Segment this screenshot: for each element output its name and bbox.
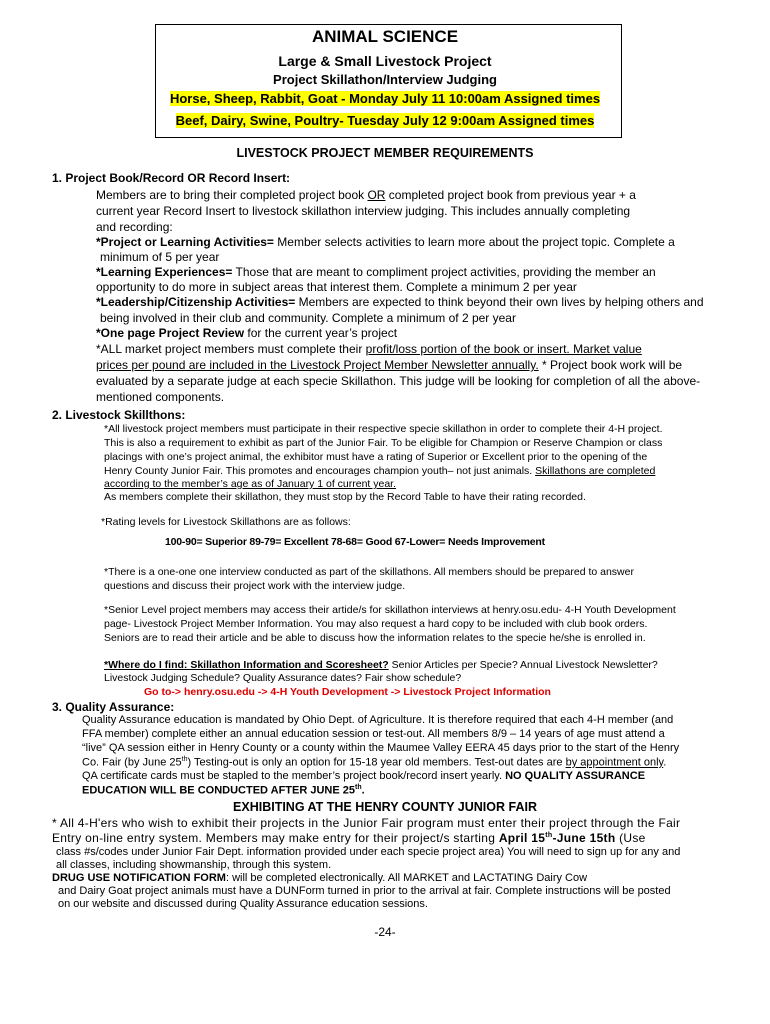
where-paragraph: *Where do I find: Skillathon Information and Scoresheet? Senior Articles per Specie? Annual Livestock Newsletter?	[104, 659, 658, 671]
section-3-heading: 3. Quality Assurance:	[52, 700, 175, 714]
fair-line: all classes, including showmanship, through this system.	[56, 859, 332, 871]
judging-title: Project Skillathon/Interview Judging	[273, 72, 497, 87]
section-1-line: current year Record Insert to livestock skillathon interview judging. This includes annually completing	[96, 204, 631, 218]
fair-heading: EXHIBITING AT THE HENRY COUNTY JUNIOR FAIR	[233, 800, 537, 814]
section-1-line: prices per pound are included in the Livestock Project Member Newsletter annually. * Project book work will be	[96, 358, 683, 372]
section-3-line: Quality Assurance education is mandated by Ohio Dept. of Agriculture. It is therefore required that each 4-H member (and	[82, 714, 674, 726]
section-3-line: FFA member) complete either an annual education session or test-out. All members 8/9 – 14 years of age must attend a	[82, 728, 665, 740]
section-2-line: As members complete their skillathon, they must stop by the Record Table to have their rating recorded.	[104, 491, 586, 503]
section-2-line: according to the member’s age as of January 1 of current year.	[104, 478, 397, 490]
section-1-line: and recording:	[96, 220, 173, 234]
section-1-line: mentioned components.	[96, 390, 225, 404]
fair-line: class #s/codes under Junior Fair Dept. information provided under each specie project area) You will need to sign up for any and	[56, 846, 681, 858]
section-2-line: This is also a requirement to exhibit as part of the Junior Fair. To be eligible for Champion or Reserve Champion or class	[104, 437, 663, 449]
senior-paragraph: *Senior Level project members may access their artide/s for skillathon interviews at henry.osu.edu- 4-H Youth Development	[104, 604, 676, 616]
section-1-line: being involved in their club and community. Complete a minimum of 2 per year	[100, 311, 516, 325]
fair-line: DRUG USE NOTIFICATION FORM: will be completed electronically. All MARKET and LACTATING Dairy Cow	[52, 872, 588, 884]
section-1-line: opportunity to do more in subject areas that interest them. Complete a minimum 2 per year	[96, 280, 577, 294]
section-3-line: “live” QA session either in Henry County or a county within the Maumee Valley EERA 45 days prior to the start of the Henry	[82, 742, 680, 754]
section-1-line: minimum of 5 per year	[100, 250, 220, 264]
page-subtitle: Large & Small Livestock Project	[278, 53, 492, 69]
rating-scale: 100-90= Superior 89-79= Excellent 78-68= Good 67-Lower= Needs Improvement	[165, 536, 545, 548]
section-1-line: *ALL market project members must complete their profit/loss portion of the book or insert. Market value	[96, 342, 642, 356]
schedule-line-1: Horse, Sheep, Rabbit, Goat - Monday July 11 10:00am Assigned times	[169, 91, 601, 106]
section-1-line: evaluated by a separate judge at each specie Skillathon. This judge will be looking for completion of all the above-	[96, 374, 701, 388]
interview-paragraph: *There is a one-one one interview conducted as part of the skillathons. All members should be prepared to answer	[104, 566, 634, 578]
section-2-heading: 2. Livestock Skillthons:	[52, 408, 186, 422]
senior-paragraph: page- Livestock Project Member Information. You may also request a hard copy to be included with club book orders.	[104, 618, 648, 630]
fair-line: Entry on-line entry system. Members may make entry for their project/s starting April 15th-June 15th (Use	[52, 831, 646, 845]
senior-paragraph: Seniors are to read their article and be able to discuss how the information relates to the specie he/she is enrolled in.	[104, 632, 646, 644]
section-1-line: *Project or Learning Activities= Member selects activities to learn more about the project topic. Complete a	[96, 235, 675, 249]
section-3-line: QA certificate cards must be stapled to the member’s project book/record insert yearly. NO QUALITY ASSURANCE	[82, 770, 646, 782]
section-1-heading: 1. Project Book/Record OR Record Insert:	[52, 171, 291, 185]
fair-line: on our website and discussed during Quality Assurance education sessions.	[58, 898, 428, 910]
fair-line: * All 4-H'ers who wish to exhibit their projects in the Junior Fair program must enter their project through the Fair	[52, 816, 681, 830]
where-paragraph: Livestock Judging Schedule? Quality Assurance dates? Fair show schedule?	[104, 672, 462, 684]
section-2-line: *All livestock project members must participate in their respective specie skillathon in order to complete their 4-H project.	[104, 423, 663, 435]
section-1-line: Members are to bring their completed project book OR completed project book from previous year + a	[96, 188, 636, 202]
section-1-line: *Learning Experiences= Those that are meant to compliment project activities, providing the member an	[96, 265, 656, 279]
fair-line: and Dairy Goat project animals must have a DUNForm turned in prior to the arrival at fair. Complete instructions will be posted	[58, 885, 671, 897]
goto-link[interactable]: Go to-> henry.osu.edu -> 4-H Youth Development -> Livestock Project Information	[144, 686, 551, 698]
section-1-line: *Leadership/Citizenship Activities= Members are expected to think beyond their own lives by helping others and	[96, 295, 704, 309]
section-2-line: Henry County Junior Fair. This promotes and encourages champion youth– not just animals. Skillathons are completed	[104, 465, 656, 477]
section-1-line: *One page Project Review for the current year’s project	[96, 326, 398, 340]
section-3-line: Co. Fair (by June 25th) Testing-out is only an option for 15-18 year old members. Test-out dates are by appointment only.	[82, 756, 667, 769]
schedule-line-2: Beef, Dairy, Swine, Poultry- Tuesday July 12 9:00am Assigned times	[175, 113, 595, 128]
section-2-line: placings with one’s project animal, the exhibitor must have a rating of Superior or Excellent prior to the opening of the	[104, 451, 648, 463]
section-3-line: EDUCATION WILL BE CONDUCTED AFTER JUNE 25th.	[82, 784, 365, 797]
requirements-heading: LIVESTOCK PROJECT MEMBER REQUIREMENTS	[236, 146, 534, 160]
page-title: ANIMAL SCIENCE	[311, 27, 459, 46]
page-number: -24-	[374, 925, 396, 939]
rating-intro: *Rating levels for Livestock Skillathons are as follows:	[101, 516, 351, 528]
interview-paragraph: questions and discuss their project work with the interview judge.	[104, 580, 406, 592]
